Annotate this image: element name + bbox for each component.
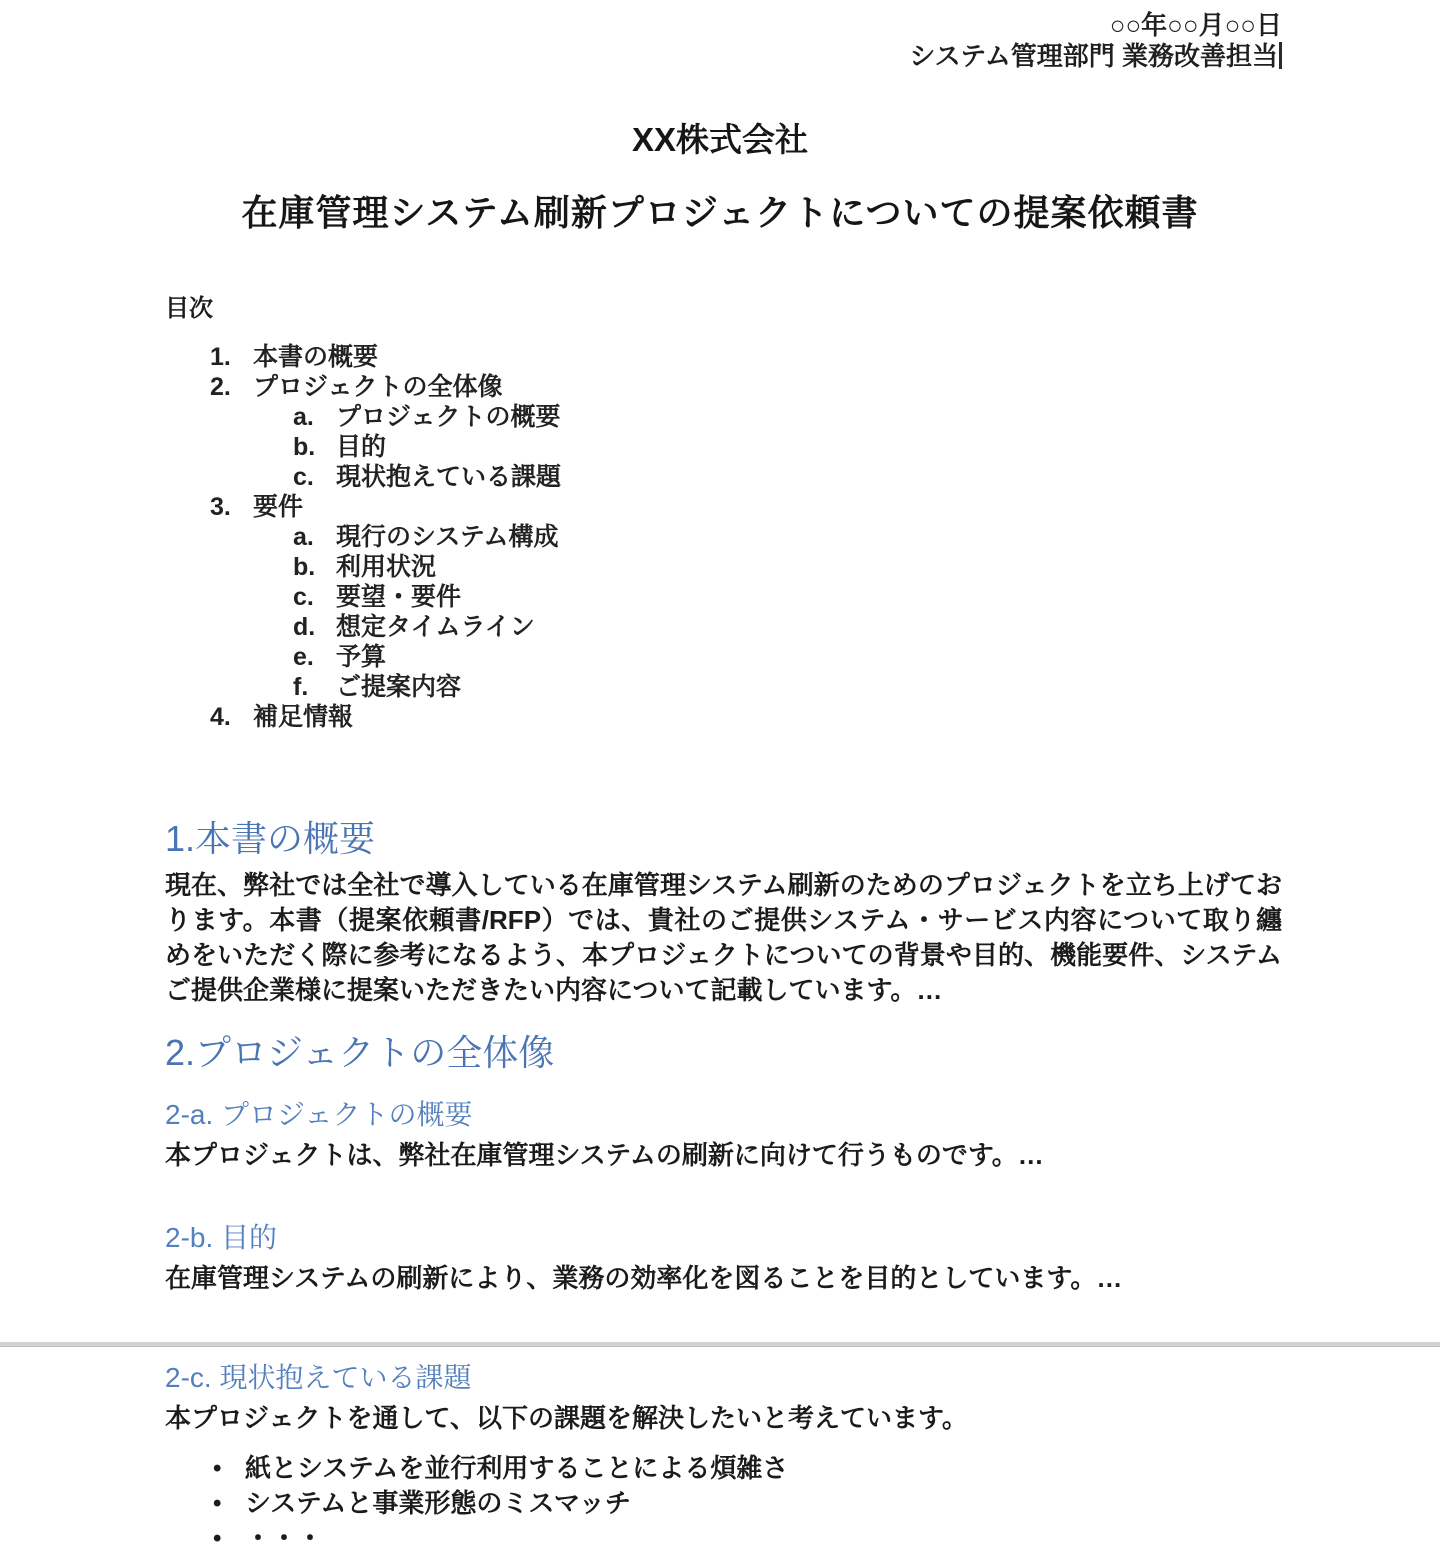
section-2c-heading: 2-c. 現状抱えている課題	[165, 1362, 472, 1393]
document-header	[0, 0, 1440, 72]
section-2-heading: 2.プロジェクトの全体像	[165, 1032, 555, 1073]
issues-bullet-list	[165, 1452, 1282, 1555]
toc-item-label: 本書の概要	[253, 343, 379, 371]
department-line	[0, 41, 1282, 72]
toc-item: e. 予算	[293, 643, 387, 671]
bullet-icon: •	[213, 1490, 222, 1517]
toc-item-label: プロジェクトの全体像	[253, 373, 503, 401]
toc-item: 1. 本書の概要	[210, 343, 379, 371]
toc-item: b. 目的	[293, 433, 387, 461]
toc-item-label: 想定タイムライン	[336, 613, 535, 641]
section-2a-body: 本プロジェクトは、弊社在庫管理システムの刷新に向けて行うものです。…	[165, 1140, 1044, 1170]
section-1-heading: 1.本書の概要	[165, 818, 376, 859]
text-cursor	[1279, 42, 1282, 69]
toc-item-label: 要件	[253, 493, 304, 521]
list-item	[165, 1522, 1282, 1555]
company-title: XX株式会社	[631, 121, 809, 158]
toc-item-label: 利用状況	[336, 553, 437, 581]
bullet-icon: •	[213, 1525, 222, 1552]
toc-item: c. 現状抱えている課題	[293, 463, 562, 491]
date-line: ○○年○○月○○日	[1109, 10, 1282, 40]
section-2b-purpose	[165, 1219, 1282, 1296]
page-divider	[0, 1342, 1440, 1347]
section-2a-heading: 2-a. プロジェクトの概要	[165, 1099, 473, 1130]
list-item-text: システムと事業形態のミスマッチ	[245, 1488, 631, 1518]
section-1-body: 現在、弊社では全社で導入している在庫管理システム刷新のためのプロジェクトを立ち上げております。本書（提案依頼書/RFP）では、貴社のご提供システム・サービス内容について取り纏めをいただく際に参考になるよう、本プロジェクトについての背景や目的、機能要件、システムご提供企業様に提案いただきたい内容について記載しています。…	[165, 870, 1282, 1005]
toc-item: c. 要望・要件	[293, 583, 462, 611]
toc-item-label: 要望・要件	[336, 583, 462, 611]
section-2a-summary	[165, 1096, 1282, 1173]
section-2b-heading: 2-b. 目的	[165, 1222, 278, 1253]
list-item-text: 紙とシステムを並行利用することによる煩雑さ	[245, 1453, 789, 1483]
toc-item: 2. プロジェクトの全体像	[210, 373, 503, 401]
toc-item-label: 目的	[336, 433, 387, 461]
list-item	[165, 1487, 1282, 1520]
toc-heading: 目次	[165, 295, 213, 322]
department-text: システム管理部門 業務改善担当	[909, 41, 1278, 71]
document-title: 在庫管理システム刷新プロジェクトについての提案依頼書	[241, 192, 1199, 233]
section-2c-issues	[165, 1359, 1282, 1555]
section-2b-body: 在庫管理システムの刷新により、業務の効率化を図ることを目的としています。…	[165, 1263, 1123, 1293]
toc-item-label: 現状抱えている課題	[336, 463, 562, 491]
toc-item-label: プロジェクトの概要	[336, 403, 561, 431]
table-of-contents	[165, 294, 1280, 732]
toc-list	[165, 342, 1280, 732]
toc-item: 3. 要件	[210, 493, 304, 521]
bullet-icon: •	[213, 1455, 222, 1482]
toc-item: d. 想定タイムライン	[293, 613, 535, 641]
toc-item: a. プロジェクトの概要	[293, 403, 561, 431]
toc-item-label: 予算	[336, 643, 387, 671]
toc-item-label: 補足情報	[253, 703, 354, 731]
section-2c-body: 本プロジェクトを通して、以下の課題を解決したいと考えています。	[165, 1403, 968, 1433]
section-1-overview	[165, 816, 1282, 1008]
toc-item-label: ご提案内容	[336, 673, 462, 701]
section-2-project	[165, 1030, 1282, 1076]
toc-item: a. 現行のシステム構成	[293, 523, 559, 551]
toc-item: 4. 補足情報	[210, 703, 354, 731]
toc-item: f. ご提案内容	[293, 673, 462, 701]
toc-item-label: 現行のシステム構成	[336, 523, 559, 551]
toc-item: b. 利用状況	[293, 553, 437, 581]
list-item-text: ・・・	[245, 1523, 324, 1553]
list-item	[165, 1452, 1282, 1485]
